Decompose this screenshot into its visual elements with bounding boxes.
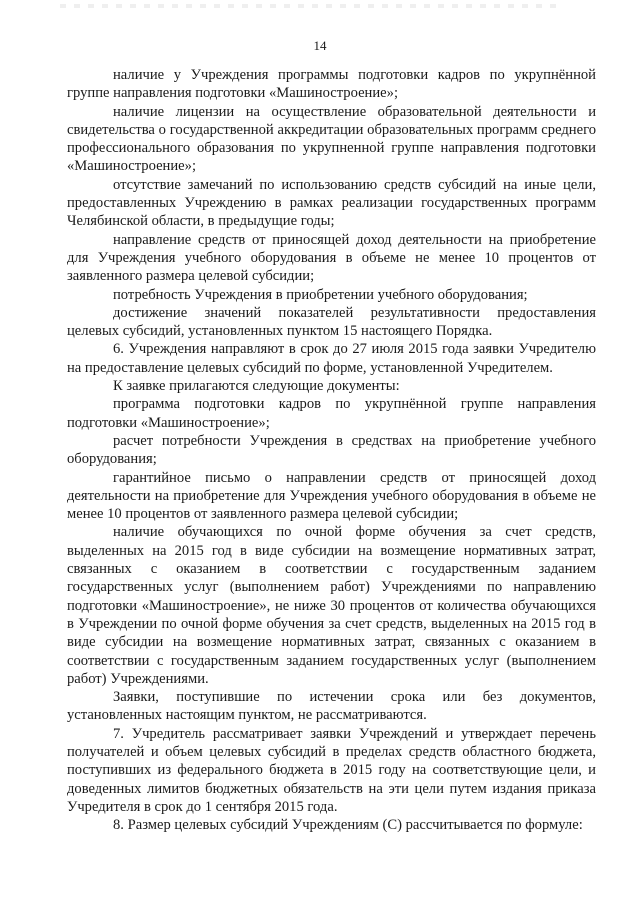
paragraph-indicators: достижение значений показателей результативности предоставления целевых субсидий, установленных пунктом 15 настоящего Порядка. [67, 304, 596, 340]
scan-artifact-top [60, 4, 560, 8]
paragraph-attachment-guarantee: гарантийное письмо о направлении средств от приносящей доход деятельности на приобретение для Учреждения учебного оборудования в объеме не менее 10 процентов от заявленного размера целевой субсидии; [67, 469, 596, 523]
document-body [67, 66, 596, 834]
page-number: 14 [313, 38, 327, 53]
paragraph-license: наличие лицензии на осуществление образовательной деятельности и свидетельства о государственной аккредитации образовательных программ среднего профессионального образования по укрупненной группе направления подготовки «Машиностроение»; [67, 103, 596, 175]
paragraph-item-6: 6. Учреждения направляют в срок до 27 июля 2015 года заявки Учредителю на предоставление целевых субсидий по форме, установленной Учредителем. [67, 341, 596, 376]
paragraph-late-applications: Заявки, поступившие по истечении срока или без документов, установленных настоящим пунктом, не рассматриваются. [67, 689, 596, 724]
paragraph-attachment-students: наличие обучающихся по очной форме обучения за счет средств, выделенных на 2015 год в виде субсидии на возмещение нормативных затрат, связанных с оказанием в соответствии с государственным заданием государственных услуг (выполнением работ) Учреждениями по направлению подготовки «Машиностроение», не ниже 30 процентов от количества обучающихся в Учреждении по очной форме обучения за счет средств, выделенных на 2015 год в виде субсидии на возмещение нормативных затрат, связанных с оказанием в соответствии с государственным заданием государственных услуг (выполнением работ) Учреждениями. [67, 524, 596, 687]
paragraph-attachments-intro: К заявке прилагаются следующие документы: [113, 378, 400, 395]
paragraph-program: наличие у Учреждения программы подготовки кадров по укрупнённой группе направления подготовки «Машиностроение»; [67, 67, 596, 102]
paragraph-item-8: 8. Размер целевых субсидий Учреждениям (С) рассчитывается по формуле: [113, 817, 583, 834]
paragraph-attachment-program: программа подготовки кадров по укрупнённой группе направления подготовки «Машиностроение»; [67, 396, 596, 431]
paragraph-item-7: 7. Учредитель рассматривает заявки Учреждений и утверждает перечень получателей и объем целевых субсидий в пределах средств областного бюджета, поступивших из федерального бюджета в 2015 году на соответствующие цели, и доведенных лимитов бюджетных обязательств на эти цели путем издания приказа Учредителя в срок до 1 сентября 2015 года. [67, 725, 596, 815]
paragraph-need: потребность Учреждения в приобретении учебного оборудования; [113, 286, 528, 303]
paragraph-income-funds: направление средств от приносящей доход деятельности на приобретение для Учреждения учебного оборудования в объеме не менее 10 процентов от заявленного размера целевой субсидии; [67, 231, 596, 285]
paragraph-attachment-calculation: расчет потребности Учреждения в средствах на приобретение учебного оборудования; [67, 432, 596, 468]
paragraph-no-remarks: отсутствие замечаний по использованию средств субсидий на иные цели, предоставленных Учреждению в рамках реализации государственных программ Челябинской области, в предыдущие годы; [67, 176, 596, 230]
